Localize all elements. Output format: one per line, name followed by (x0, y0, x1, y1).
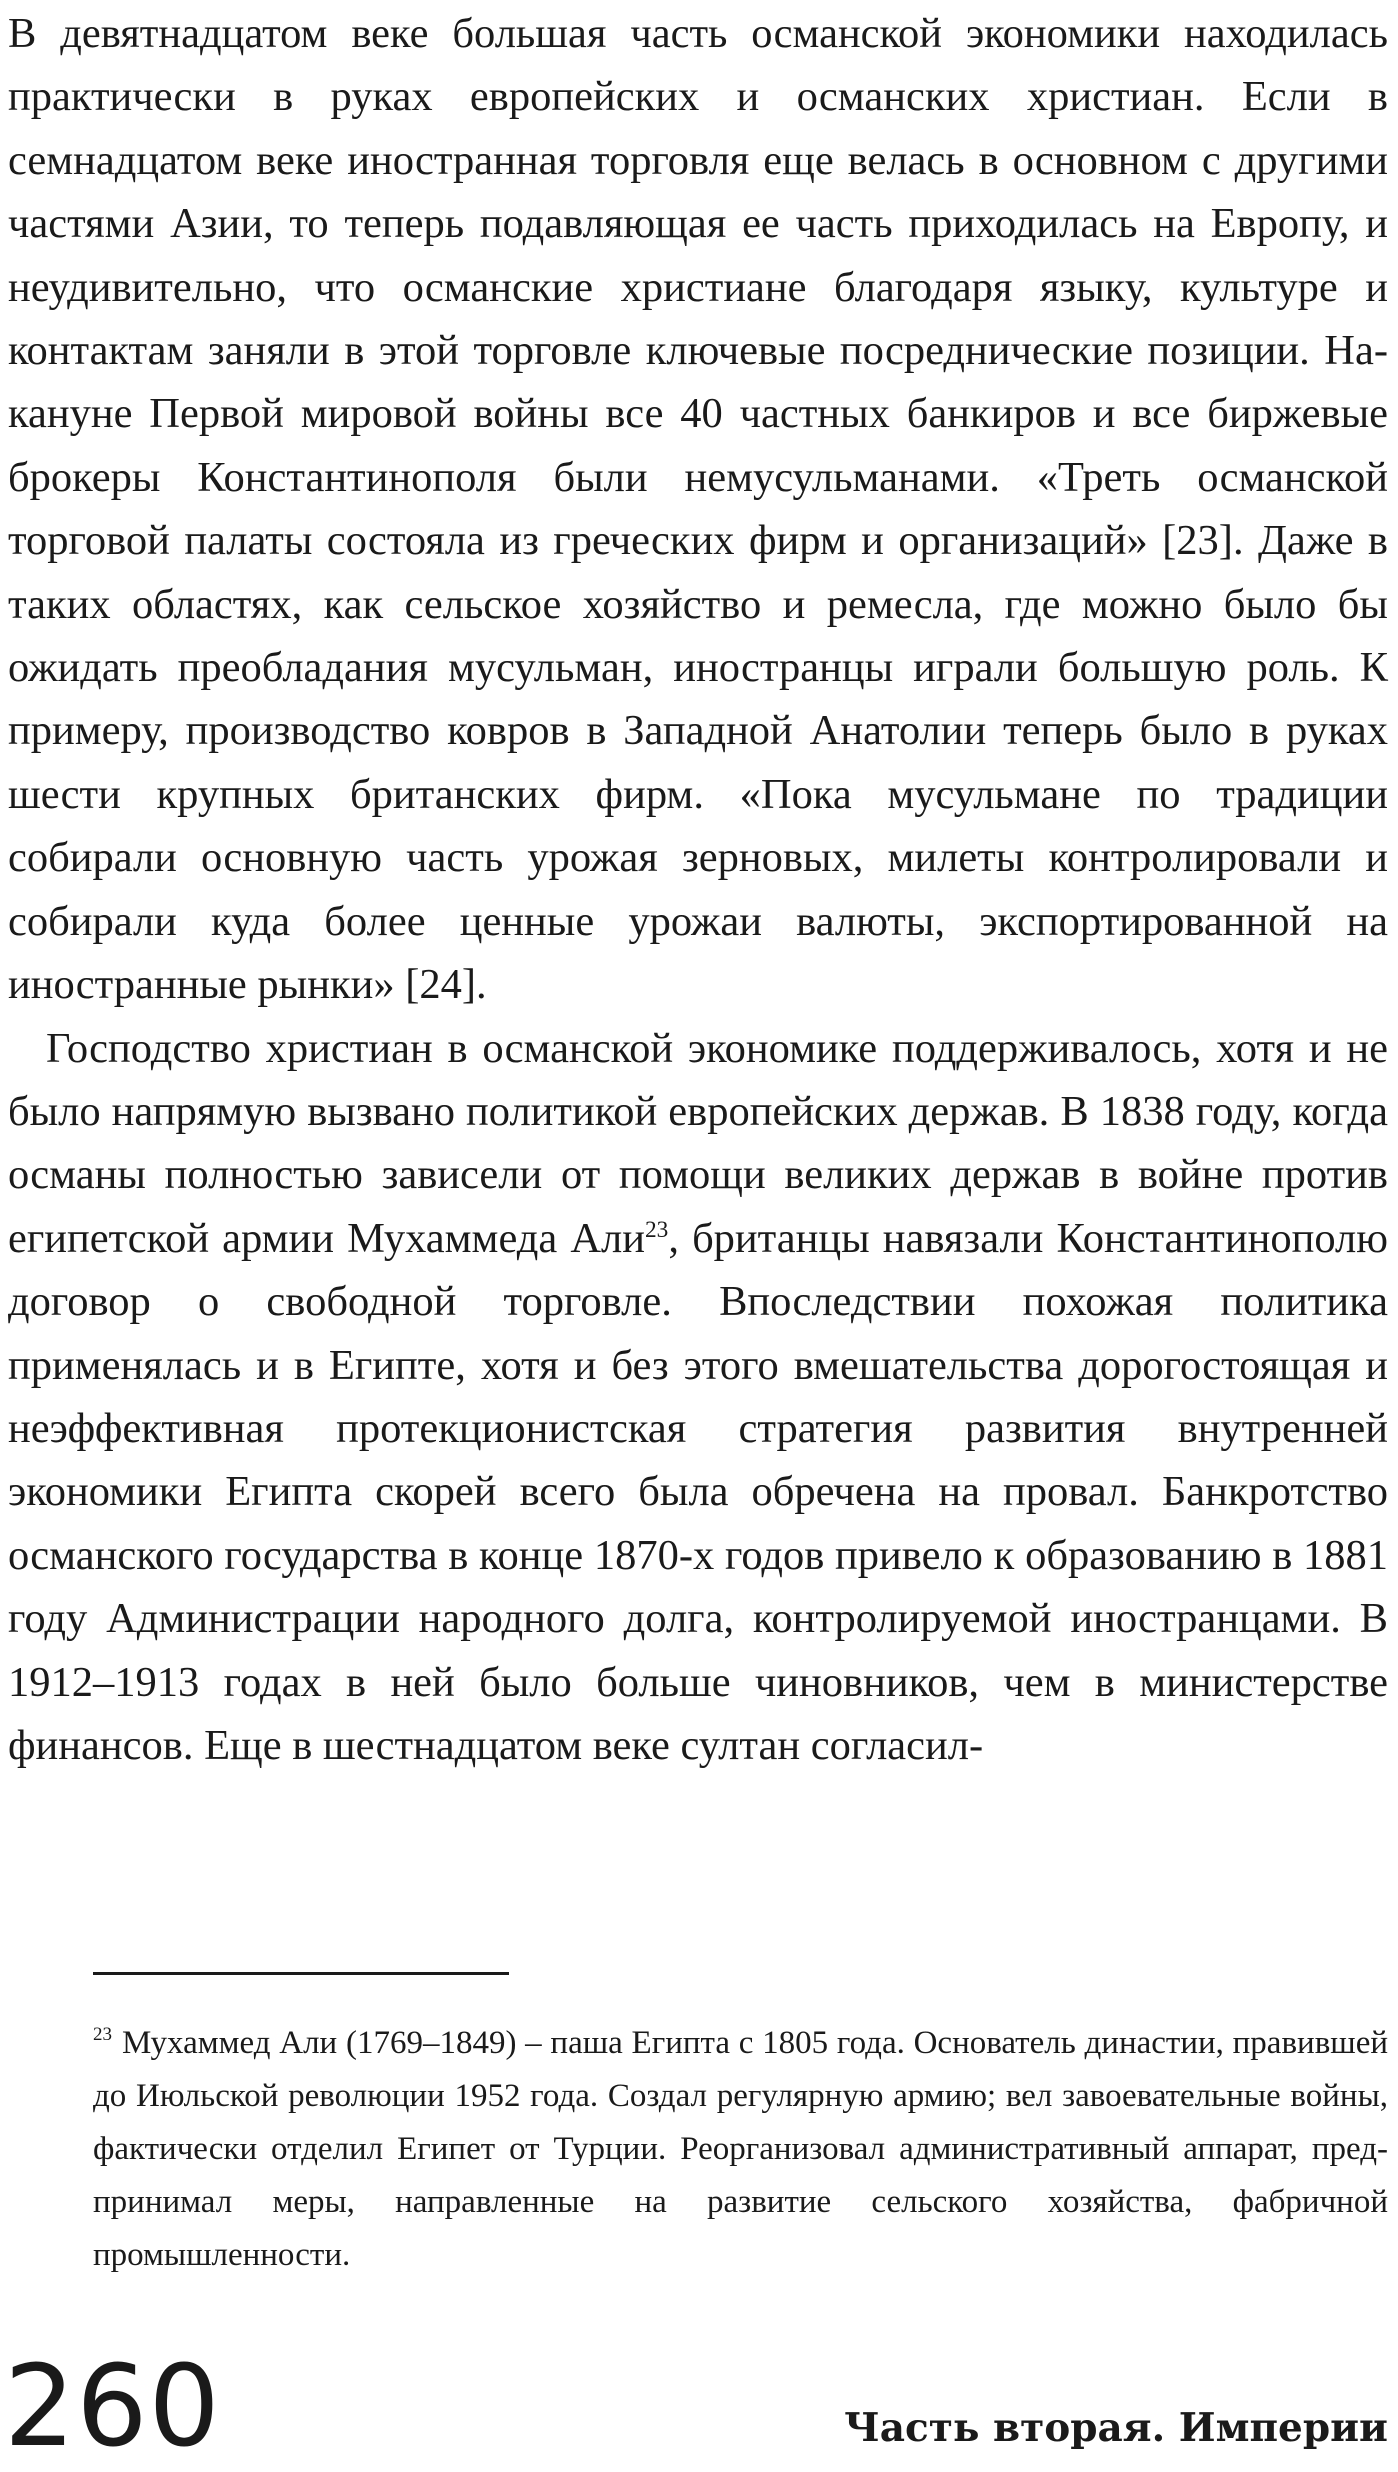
paragraph-2-text-end: , британцы навязали Константинополю договор о свободной торговле. Впоследствии похожая политика применялась и в Египте, хотя и без этого вмешательства дорогостоящая и неэффективная протекционистская стратегия развития внутренней экономики Египта скорей всего была обречена на провал. Банкротство османского государства в конце 1870-х годов привело к образованию в 1881 году Администрации народного долга, контролируемой иностранцами. В 1912–1913 годах в ней было больше чиновников, чем в министерстве финансов. Еще в шестнадцатом веке султан согласил- (8, 1214, 1388, 1769)
page-number: 260 (4, 2342, 221, 2472)
footnote-separator (93, 1972, 509, 1975)
main-text (8, 2, 1388, 1777)
footnote-reference: 23 (644, 1216, 669, 1243)
footnote (93, 2008, 1388, 2282)
paragraph-2-text-start: Господство христиан в османской экономике поддерживалось, хотя и не было напрямую вызвано политикой европейских держав. В 1838 году, когда османы полностью зависели от помощи великих держав в войне против египетской армии Мухаммеда Али (8, 1024, 1388, 1262)
running-head: Часть вторая. Империи (844, 2405, 1388, 2451)
footnote-text: Мухаммед Али (1769–1849) – паша Египта с 1805 года. Основатель династии, правившей до Июльской революции 1952 года. Создал регулярную армию; вел завоевательные войны, фактически отделил Египет от Турции. Реорганизовал административный аппарат, предпринимал меры, направленные на развитие сельского хозяйства, фабричной промышленности. (93, 2025, 1388, 2273)
paragraph-2 (8, 1017, 1388, 1778)
footnote-marker: 23 (93, 2024, 112, 2045)
paragraph-1: В девятнадцатом веке большая часть османской экономики находилась практически в руках европейских и османских христиан. Если в семнадцатом веке иностранная торговля еще велась в основном с другими частями Азии, то теперь подавляющая ее часть приходилась на Европу, и неудивительно, что османские христиане благодаря языку, культуре и контактам заняли в этой торговле ключевые посреднические позиции. Накануне Первой мировой войны все 40 частных банкиров и все биржевые брокеры Константинополя были немусульманами. «Треть османской торговой палаты состояла из греческих фирм и организаций» [23]. Даже в таких областях, как сельское хозяйство и ремесла, где можно было бы ожидать преобладания мусульман, иностранцы играли большую роль. К примеру, производство ковров в Западной Анатолии теперь было в руках шести крупных британских фирм. «Пока мусульмане по традиции собирали основную часть урожая зерновых, милеты контролировали и собирали куда более ценные урожаи валюты, экспортированной на иностранные рынки» [24]. (8, 10, 1388, 1009)
